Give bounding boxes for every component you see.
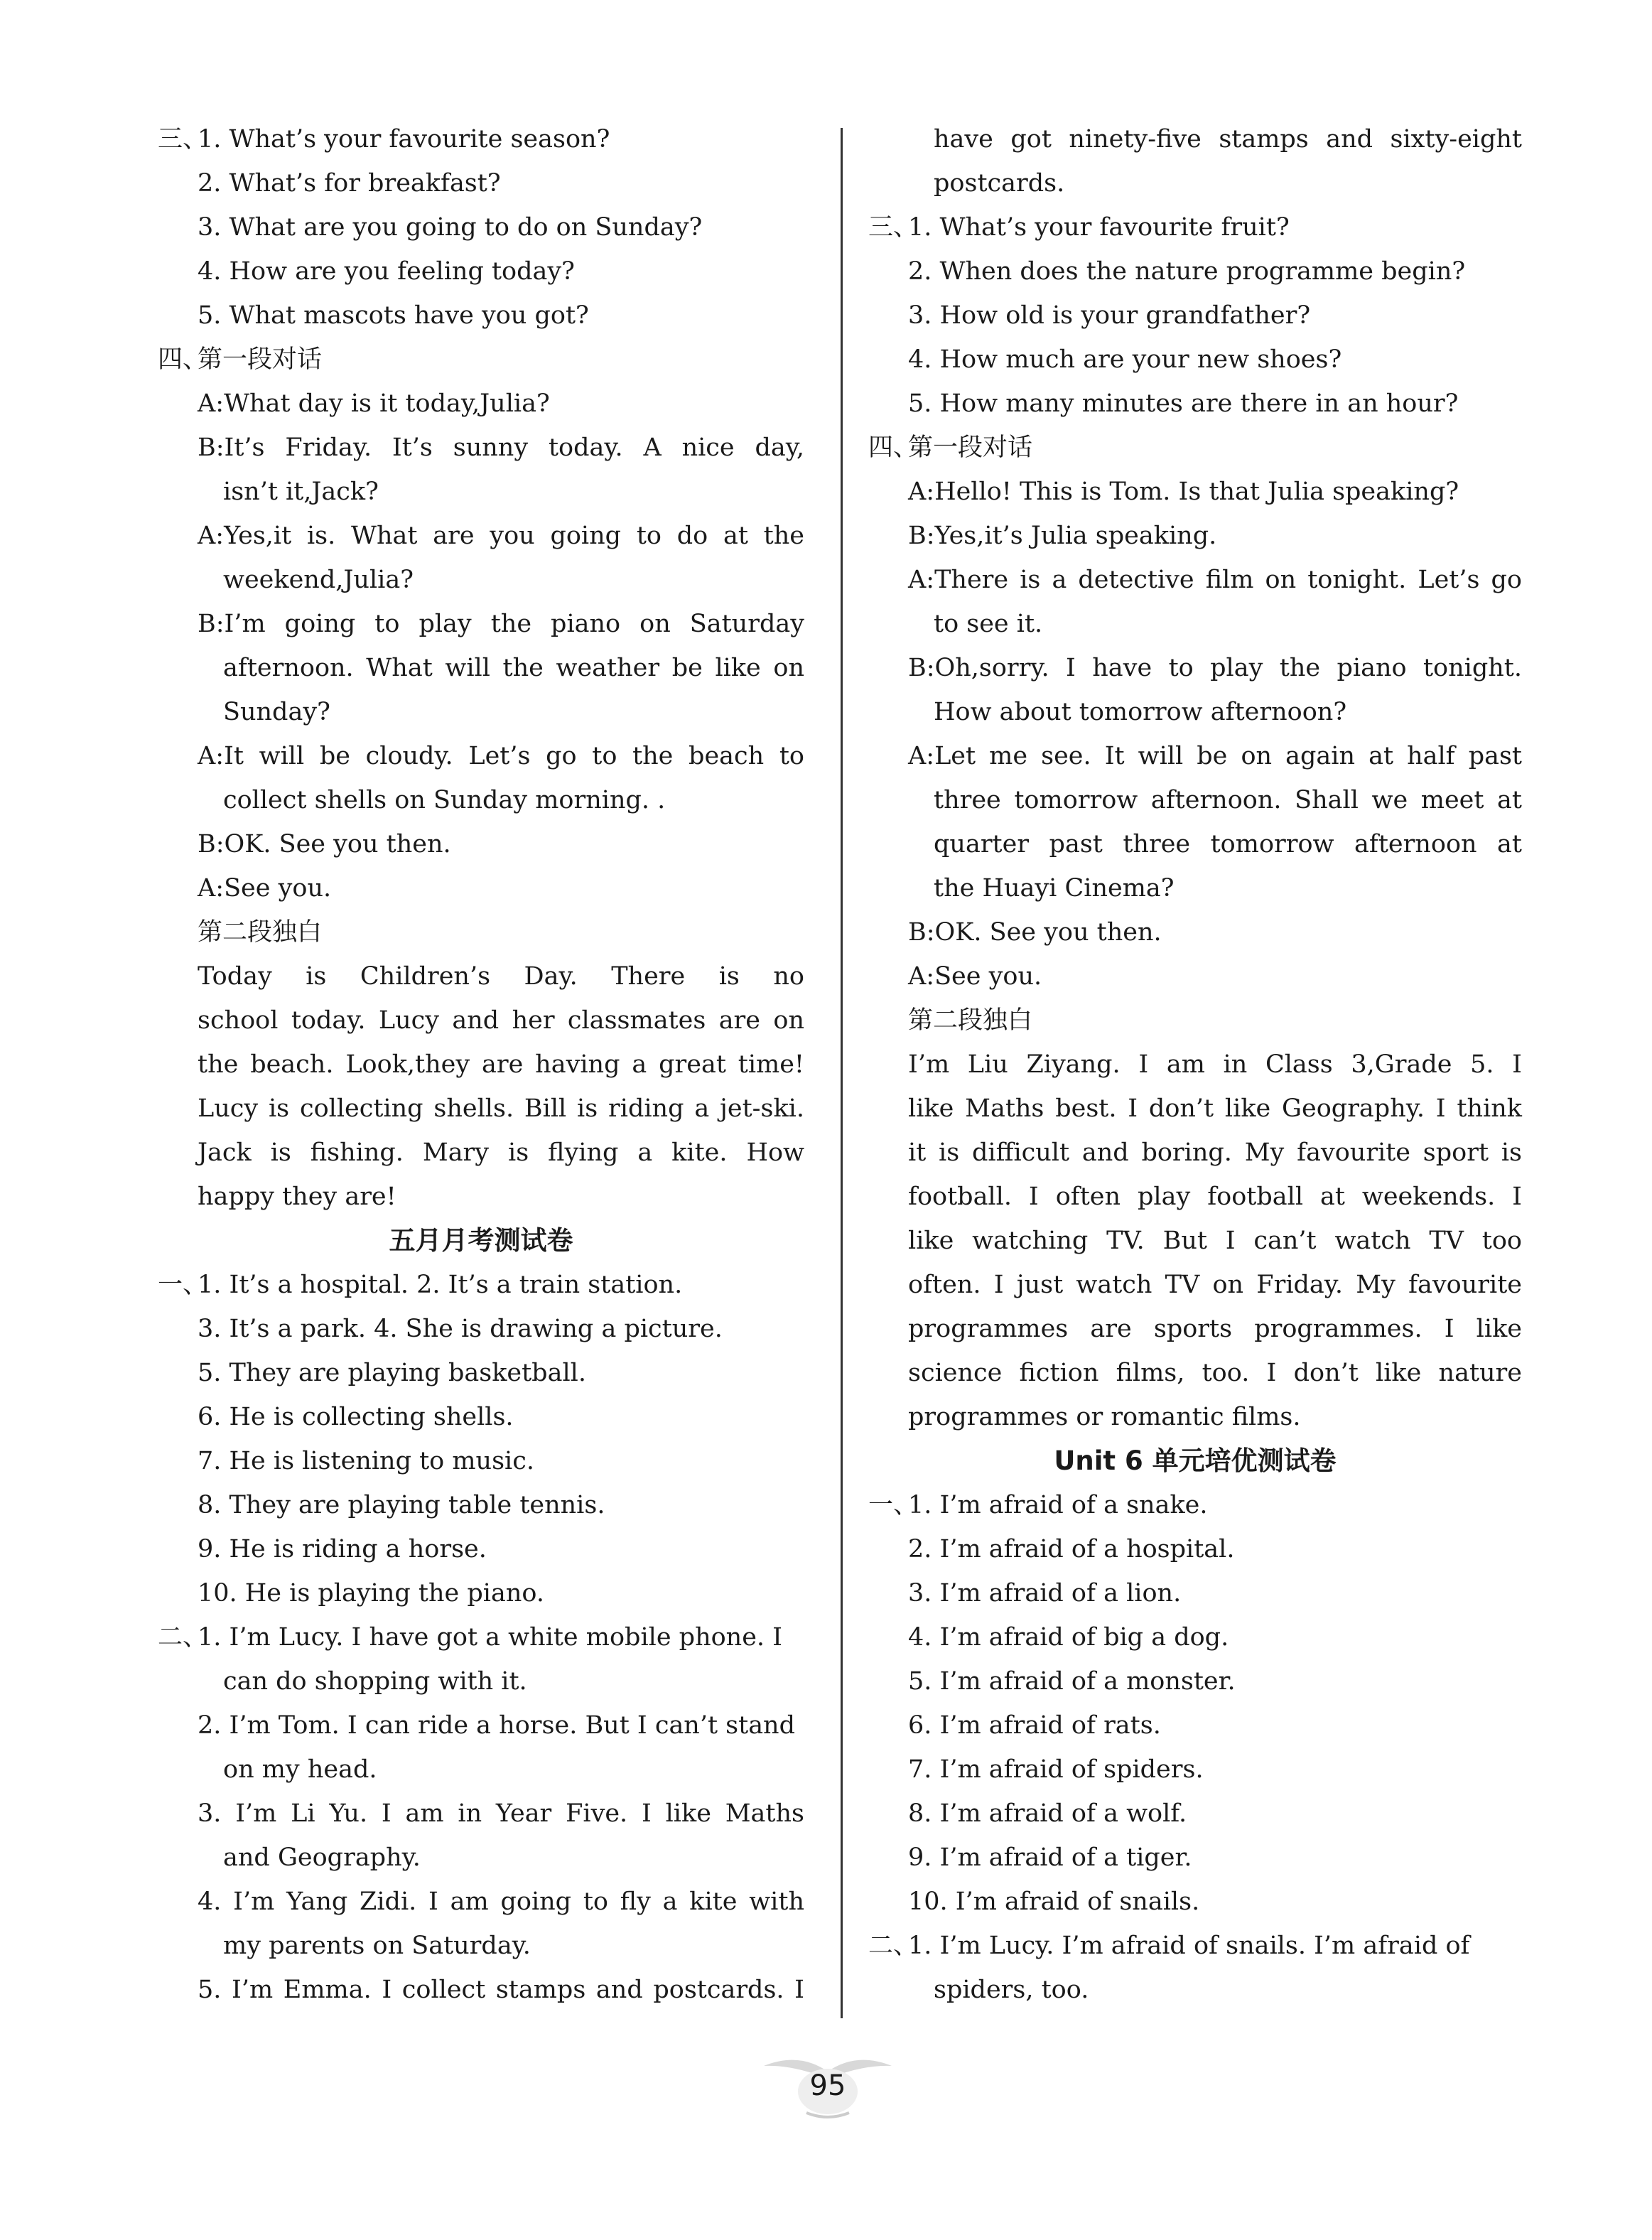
- text-line: [158, 1659, 804, 1703]
- text-line: [868, 1483, 1208, 1527]
- line-text: weekend,Julia?: [223, 566, 414, 594]
- text-line: [158, 514, 804, 558]
- text-line: [868, 1043, 1522, 1087]
- line-text: 9. I’m afraid of a tiger.: [908, 1843, 1192, 1872]
- line-text: to see it.: [934, 610, 1043, 638]
- line-text: 1. It’s a hospital. 2. It’s a train station.: [198, 1271, 683, 1299]
- section-marker: 四、: [158, 345, 208, 374]
- line-text: 6. He is collecting shells.: [198, 1403, 514, 1431]
- line-text: A:It will be cloudy. Let’s go to the beach to: [198, 742, 804, 770]
- line-text: B:It’s Friday. It’s sunny today. A nice day,: [198, 434, 804, 462]
- text-line: [158, 1527, 804, 1571]
- line-text: 9. He is riding a horse.: [198, 1535, 487, 1563]
- text-line: [868, 602, 1522, 646]
- section-marker: 二、: [158, 1623, 208, 1652]
- line-text: Lucy is collecting shells. Bill is riding a jet-ski.: [198, 1094, 804, 1123]
- text-line: [158, 205, 804, 249]
- line-text: 5. How many minutes are there in an hour?: [908, 389, 1459, 418]
- line-text: Jack is fishing. Mary is flying a kite. How: [198, 1138, 804, 1167]
- text-line: [868, 1219, 1522, 1263]
- line-text: on my head.: [223, 1755, 377, 1784]
- line-text: can do shopping with it.: [223, 1667, 527, 1696]
- line-text: A:Hello! This is Tom. Is that Julia speaking?: [908, 478, 1459, 506]
- text-line: [158, 1836, 804, 1880]
- text-line: [158, 161, 804, 205]
- line-text: B:OK. See you then.: [198, 830, 451, 858]
- text-line: [868, 1395, 1522, 1439]
- line-text: 5. I’m Emma. I collect stamps and postcards. I: [198, 1976, 804, 2004]
- text-line: [158, 778, 804, 822]
- text-line: [158, 558, 804, 602]
- text-line: [868, 998, 1522, 1043]
- line-text: B:Oh,sorry. I have to play the piano tonight.: [908, 654, 1522, 682]
- column-divider: [841, 128, 843, 2018]
- text-line: [158, 1175, 804, 1219]
- line-text: B:Yes,it’s Julia speaking.: [908, 522, 1217, 550]
- line-text: A:See you.: [198, 874, 332, 903]
- line-text: 10. He is playing the piano.: [198, 1579, 544, 1608]
- text-line: [158, 382, 804, 426]
- text-line: [158, 998, 804, 1043]
- line-text: 第二段独白: [198, 918, 323, 947]
- line-text: three tomorrow afternoon. Shall we meet at: [934, 786, 1522, 814]
- text-line: [868, 1880, 1522, 1924]
- text-line: [158, 646, 804, 690]
- text-line: [868, 1836, 1522, 1880]
- text-line: [868, 1924, 1470, 1968]
- line-text: science fiction films, too. I don’t like nature: [908, 1359, 1522, 1387]
- text-line: [868, 1351, 1522, 1395]
- text-line: [868, 470, 1522, 514]
- line-text: have got ninety-five stamps and sixty-eight: [934, 125, 1522, 154]
- text-line: [868, 690, 1522, 734]
- line-text: programmes are sports programmes. I like: [908, 1315, 1522, 1343]
- line-text: B:OK. See you then.: [908, 918, 1162, 947]
- text-line: [158, 1483, 804, 1527]
- section-marker: 三、: [158, 125, 208, 154]
- line-text: 2. I’m Tom. I can ride a horse. But I can’t stand: [198, 1711, 796, 1740]
- line-text: 3. I’m Li Yu. I am in Year Five. I like Maths: [198, 1799, 804, 1828]
- line-text: isn’t it,Jack?: [223, 478, 379, 506]
- text-line: [868, 1748, 1522, 1792]
- text-line: [158, 1087, 804, 1131]
- line-text: 5. What mascots have you got?: [198, 301, 589, 330]
- text-line: [868, 294, 1522, 338]
- line-text: happy they are!: [198, 1183, 396, 1211]
- text-line: [158, 249, 804, 294]
- text-line: [868, 1968, 1522, 2012]
- text-line: [868, 1527, 1522, 1571]
- text-line: [158, 470, 804, 514]
- text-line: [158, 1615, 783, 1659]
- text-line: [158, 338, 323, 382]
- line-text: 4. I’m afraid of big a dog.: [908, 1623, 1229, 1652]
- text-line: [868, 734, 1522, 778]
- text-line: [868, 514, 1522, 558]
- text-line: [158, 866, 804, 910]
- line-text: 4. How much are your new shoes?: [908, 345, 1342, 374]
- line-text: 1. I’m Lucy. I’m afraid of snails. I’m afraid of: [908, 1932, 1470, 1960]
- line-text: it is difficult and boring. My favourite sport is: [908, 1138, 1522, 1167]
- line-text: 1. What’s your favourite season?: [198, 125, 610, 154]
- text-line: [158, 602, 804, 646]
- line-text: 1. What’s your favourite fruit?: [908, 213, 1290, 242]
- line-text: B:I’m going to play the piano on Saturday: [198, 610, 804, 638]
- section-marker: 一、: [158, 1271, 208, 1299]
- line-text: afternoon. What will the weather be like on: [223, 654, 804, 682]
- line-text: Unit 6 单元培优测试卷: [1054, 1445, 1337, 1476]
- line-text: 3. I’m afraid of a lion.: [908, 1579, 1182, 1608]
- text-line: [158, 1880, 804, 1924]
- text-line: [158, 1351, 804, 1395]
- text-line: [158, 822, 804, 866]
- text-line: [868, 338, 1522, 382]
- line-text: and Geography.: [223, 1843, 421, 1872]
- line-text: school today. Lucy and her classmates are on: [198, 1006, 804, 1035]
- text-line: [868, 1571, 1522, 1615]
- line-text: programmes or romantic films.: [908, 1403, 1301, 1431]
- text-line: [158, 1703, 804, 1748]
- text-line: [868, 866, 1522, 910]
- text-line: [158, 294, 804, 338]
- text-line: [158, 1131, 804, 1175]
- text-line: [158, 1571, 804, 1615]
- line-text: the beach. Look,they are having a great time!: [198, 1050, 804, 1079]
- text-line: [868, 1703, 1522, 1748]
- text-line: [158, 1439, 804, 1483]
- text-line: [158, 690, 804, 734]
- text-line: [868, 1307, 1522, 1351]
- text-line: [868, 161, 1522, 205]
- line-text: How about tomorrow afternoon?: [934, 698, 1347, 726]
- text-line: [868, 205, 1290, 249]
- line-text: my parents on Saturday.: [223, 1932, 531, 1960]
- line-text: 4. I’m Yang Zidi. I am going to fly a kite with: [198, 1888, 804, 1916]
- line-text: collect shells on Sunday morning. .: [223, 786, 666, 814]
- page-number: 95: [809, 2069, 846, 2102]
- text-line: [868, 117, 1522, 161]
- text-line: [158, 117, 610, 161]
- section-marker: 三、: [868, 213, 919, 242]
- line-text: 4. How are you feeling today?: [198, 257, 575, 286]
- line-text: A:Yes,it is. What are you going to do at the: [198, 522, 804, 550]
- left-column: [158, 117, 804, 2012]
- line-text: 3. It’s a park. 4. She is drawing a picture.: [198, 1315, 723, 1343]
- line-text: 6. I’m afraid of rats.: [908, 1711, 1161, 1740]
- text-line: [868, 249, 1522, 294]
- text-line: [868, 1263, 1522, 1307]
- line-text: like Maths best. I don’t like Geography. I think: [908, 1094, 1522, 1123]
- text-line: [158, 1307, 804, 1351]
- line-text: 第二段独白: [908, 1006, 1033, 1035]
- line-text: 2. I’m afraid of a hospital.: [908, 1535, 1235, 1563]
- text-line: [868, 382, 1522, 426]
- line-text: 第一段对话: [908, 434, 1033, 462]
- text-line: [868, 646, 1522, 690]
- text-line: [868, 954, 1522, 998]
- text-line: [868, 1659, 1522, 1703]
- text-line: [158, 1219, 804, 1263]
- line-text: Today is Children’s Day. There is no: [198, 962, 804, 991]
- line-text: football. I often play football at weekends. I: [908, 1183, 1522, 1211]
- right-column: [868, 117, 1522, 2012]
- section-marker: 四、: [868, 434, 919, 462]
- text-line: [868, 1087, 1522, 1131]
- line-text: A:There is a detective film on tonight. Let’s go: [908, 566, 1522, 594]
- text-line: [158, 1792, 804, 1836]
- text-line: [868, 822, 1522, 866]
- line-text: 1. I’m Lucy. I have got a white mobile phone. I: [198, 1623, 783, 1652]
- line-text: 2. What’s for breakfast?: [198, 169, 501, 198]
- line-text: spiders, too.: [934, 1976, 1089, 2004]
- line-text: 3. How old is your grandfather?: [908, 301, 1311, 330]
- text-line: [158, 910, 804, 954]
- text-line: [158, 1968, 804, 2012]
- page-number-badge: [750, 2050, 906, 2121]
- line-text: 7. I’m afraid of spiders.: [908, 1755, 1204, 1784]
- line-text: postcards.: [934, 169, 1065, 198]
- text-line: [158, 426, 804, 470]
- line-text: 8. I’m afraid of a wolf.: [908, 1799, 1187, 1828]
- line-text: 3. What are you going to do on Sunday?: [198, 213, 703, 242]
- line-text: A:What day is it today,Julia?: [198, 389, 550, 418]
- text-line: [158, 1748, 804, 1792]
- text-line: [868, 426, 1033, 470]
- line-text: A:Let me see. It will be on again at half past: [908, 742, 1522, 770]
- line-text: 五月月考测试卷: [389, 1225, 573, 1256]
- text-line: [868, 1131, 1522, 1175]
- line-text: A:See you.: [908, 962, 1042, 991]
- text-line: [158, 1924, 804, 1968]
- text-line: [158, 1395, 804, 1439]
- text-line: [868, 1175, 1522, 1219]
- line-text: 10. I’m afraid of snails.: [908, 1888, 1200, 1916]
- line-text: I’m Liu Ziyang. I am in Class 3,Grade 5. I: [908, 1050, 1522, 1079]
- text-line: [158, 1043, 804, 1087]
- section-marker: 一、: [868, 1491, 919, 1519]
- line-text: Sunday?: [223, 698, 330, 726]
- text-line: [868, 778, 1522, 822]
- line-text: 第一段对话: [198, 345, 323, 374]
- line-text: 2. When does the nature programme begin?: [908, 257, 1466, 286]
- line-text: 8. They are playing table tennis.: [198, 1491, 605, 1519]
- line-text: 7. He is listening to music.: [198, 1447, 534, 1475]
- section-marker: 二、: [868, 1932, 919, 1960]
- line-text: like watching TV. But I can’t watch TV too: [908, 1227, 1522, 1255]
- line-text: 5. I’m afraid of a monster.: [908, 1667, 1236, 1696]
- text-line: [868, 1615, 1522, 1659]
- text-line: [158, 1263, 683, 1307]
- line-text: the Huayi Cinema?: [934, 874, 1175, 903]
- line-text: often. I just watch TV on Friday. My favourite: [908, 1271, 1522, 1299]
- text-line: [868, 1439, 1522, 1483]
- line-text: 1. I’m afraid of a snake.: [908, 1491, 1208, 1519]
- line-text: quarter past three tomorrow afternoon at: [934, 830, 1522, 858]
- line-text: 5. They are playing basketball.: [198, 1359, 586, 1387]
- text-line: [868, 558, 1522, 602]
- text-line: [158, 954, 804, 998]
- text-line: [868, 1792, 1522, 1836]
- text-line: [158, 734, 804, 778]
- text-line: [868, 910, 1522, 954]
